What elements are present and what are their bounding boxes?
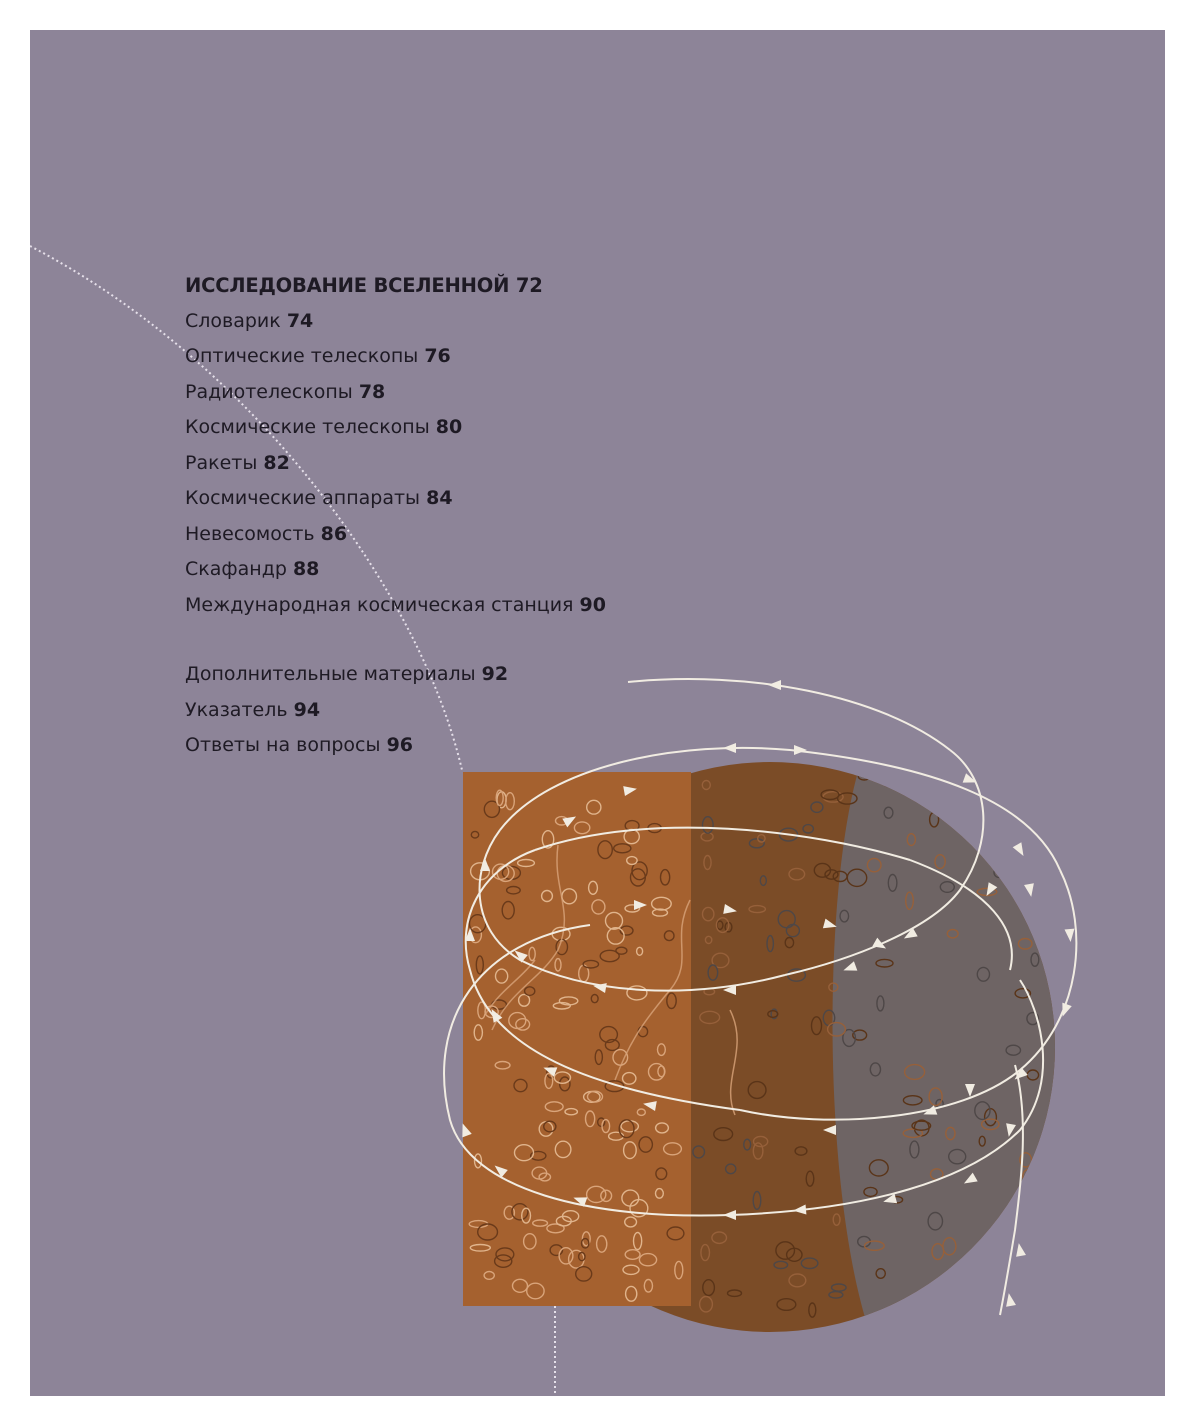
toc-entry-page: 78	[358, 380, 386, 403]
toc-entry-page: 82	[263, 451, 290, 474]
toc-extra-entry	[185, 693, 606, 729]
toc-entry	[185, 552, 606, 588]
toc-entry-title: Космические аппараты	[185, 487, 421, 509]
table-of-contents	[185, 268, 606, 764]
toc-extra-title: Указатель	[185, 698, 288, 721]
toc-entries	[185, 304, 606, 624]
toc-heading-title: ИССЛЕДОВАНИЕ ВСЕЛЕННОЙ	[185, 274, 510, 297]
toc-extra-title: Ответы на вопросы	[185, 734, 381, 756]
toc-extra-entry	[185, 657, 606, 693]
toc-heading-page: 72	[515, 274, 543, 297]
toc-entry-title: Ракеты	[185, 451, 258, 474]
toc-section-heading	[185, 268, 606, 304]
cross-section-panel	[463, 772, 691, 1306]
toc-entry-page: 90	[579, 593, 606, 616]
toc-entry-page: 80	[435, 416, 463, 438]
toc-entry	[185, 446, 606, 482]
toc-entry	[185, 517, 606, 553]
toc-entry-page: 88	[292, 558, 320, 580]
toc-entry-title: Космические телескопы	[185, 416, 430, 438]
toc-entry-title: Международная космическая станция	[185, 593, 574, 616]
toc-entry	[185, 588, 606, 624]
toc-entry-title: Словарик	[185, 309, 281, 332]
toc-extra-page: 96	[386, 734, 414, 756]
toc-extra-entry	[185, 728, 606, 764]
toc-extra-title: Дополнительные материалы	[185, 663, 476, 685]
toc-entry	[185, 375, 606, 411]
toc-spacer	[185, 623, 606, 657]
toc-entry-title: Невесомость	[185, 522, 315, 545]
toc-entry-title: Радиотелескопы	[185, 380, 353, 403]
toc-entry-page: 74	[286, 309, 314, 332]
toc-entry-page: 84	[426, 487, 453, 509]
toc-entry-title: Скафандр	[185, 558, 287, 580]
toc-entry	[185, 481, 606, 517]
toc-entry-title: Оптические телескопы	[185, 345, 419, 367]
toc-page	[30, 30, 1165, 1396]
toc-extras	[185, 657, 606, 764]
toc-entry	[185, 410, 606, 446]
toc-extra-page: 94	[293, 698, 321, 721]
toc-entry	[185, 339, 606, 375]
toc-entry	[185, 304, 606, 340]
toc-extra-page: 92	[481, 663, 509, 685]
toc-entry-page: 76	[424, 345, 451, 367]
toc-entry-page: 86	[320, 522, 348, 545]
